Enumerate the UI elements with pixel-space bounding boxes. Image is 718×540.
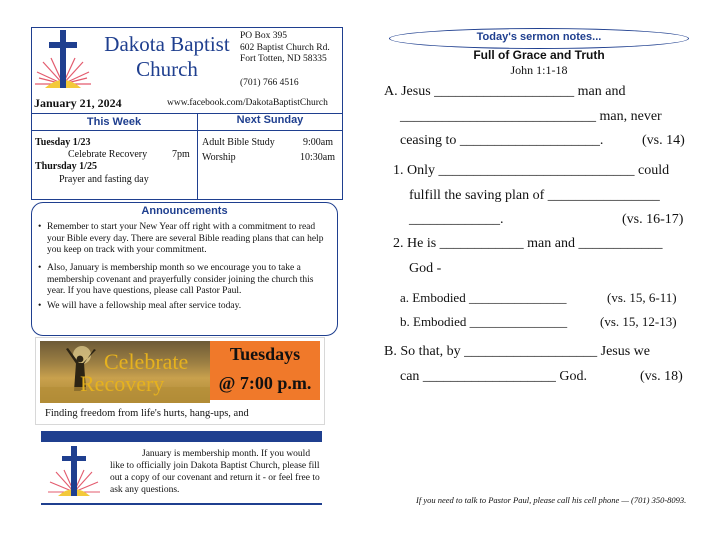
sermon-point-a-line2: ____________________________ man, never — [400, 109, 662, 124]
next-sunday-time: 10:30am — [300, 152, 335, 163]
facebook-link[interactable]: www.facebook.com/DakotaBaptistChurch — [167, 98, 328, 108]
this-week-day: Tuesday 1/23 — [35, 137, 91, 148]
announcements-heading: Announcements — [141, 205, 228, 217]
recovery-logo-word: Recovery — [80, 371, 165, 396]
this-week-event: Celebrate Recovery — [68, 149, 148, 160]
sermon-point-1-line2: fulfill the saving plan of ________________ — [409, 188, 660, 203]
this-week-time: 7pm — [172, 149, 190, 160]
sermon-point-1-line1: 1. Only ____________________________ could — [393, 163, 670, 178]
celebrate-recovery-time: @ 7:00 p.m. — [218, 373, 312, 393]
announcement-item: • Remember to start your New Year off right with a commitment to read your Bible every day. There are several Bible reading plans that can help you keep on track with your commitment. — [38, 222, 334, 257]
address-line: 602 Baptist Church Rd. — [240, 42, 330, 53]
sermon-point-a-line1: A. Jesus ____________________ man and — [384, 84, 626, 99]
this-week-event: Prayer and fasting day — [59, 174, 149, 185]
this-week-day: Thursday 1/25 — [35, 161, 97, 172]
church-address — [240, 31, 330, 66]
divider — [197, 113, 198, 200]
sermon-point-b-line1: B. So that, by ___________________ Jesus we — [384, 344, 650, 359]
announcement-item: • We will have a fellowship meal after service today. — [38, 301, 334, 313]
address-line: PO Box 395 — [240, 31, 287, 41]
next-sunday-heading: Next Sunday — [236, 114, 304, 126]
sermon-subpoint-a: a. Embodied _______________ — [400, 290, 567, 305]
sermon-subpoint-a-ref: (vs. 15, 6-11) — [607, 290, 677, 305]
church-name: Dakota Baptist Church — [104, 32, 230, 81]
sermon-reference: John 1:1-18 — [510, 63, 568, 77]
this-week-heading: This Week — [86, 116, 142, 128]
sermon-title: Full of Grace and Truth — [473, 48, 605, 62]
sermon-point-1-ref: (vs. 16-17) — [622, 212, 684, 227]
sermon-subpoint-b-ref: (vs. 15, 12-13) — [600, 314, 677, 329]
next-sunday-time: 9:00am — [303, 137, 333, 148]
celebrate-recovery-caption: Finding freedom from life's hurts, hang-ups, and — [45, 408, 249, 419]
sermon-subpoint-b: b. Embodied _______________ — [400, 314, 568, 329]
membership-divider — [41, 503, 322, 505]
sermon-point-1-line3: _____________. — [409, 212, 504, 227]
celebrate-logo-word: Celebrate — [104, 349, 189, 374]
membership-text: January is membership month. If you would like to officially join Dakota Baptist Church, please fill out a copy of our covenant and return it - or feel free to ask any questions. — [110, 449, 320, 495]
sermon-point-b-ref: (vs. 18) — [640, 369, 683, 384]
sermon-point-2-line2: God - — [409, 261, 442, 276]
bulletin-date: January 21, 2024 — [34, 96, 122, 110]
membership-bar — [41, 431, 322, 442]
next-sunday-item: Adult Bible Study — [202, 137, 275, 148]
sermon-point-a-ref: (vs. 14) — [642, 133, 685, 148]
celebrate-recovery-day: Tuesdays — [229, 344, 301, 364]
divider — [31, 130, 343, 131]
address-line: Fort Totten, ND 58335 — [240, 54, 327, 64]
pastor-contact-note: If you need to talk to Pastor Paul, please call his cell phone — (701) 350-8093. — [416, 495, 687, 505]
next-sunday-item: Worship — [202, 152, 236, 163]
cross-sunburst-icon — [33, 28, 93, 94]
sermon-point-a-line3: ceasing to ____________________. — [400, 133, 604, 148]
sermon-point-2-line1: 2. He is ____________ man and ____________ — [393, 236, 663, 251]
announcement-item: • Also, January is membership month so we encourage you to take a membership covenant and prayerfully consider joining the church this year. If you have questions, please call Pastor Paul. — [38, 263, 334, 298]
cross-sunburst-icon — [44, 444, 104, 500]
sermon-point-b-line2: can ___________________ God. — [400, 369, 588, 384]
church-phone: (701) 766 4516 — [240, 78, 299, 88]
sermon-notes-heading: Today's sermon notes... — [476, 31, 602, 43]
